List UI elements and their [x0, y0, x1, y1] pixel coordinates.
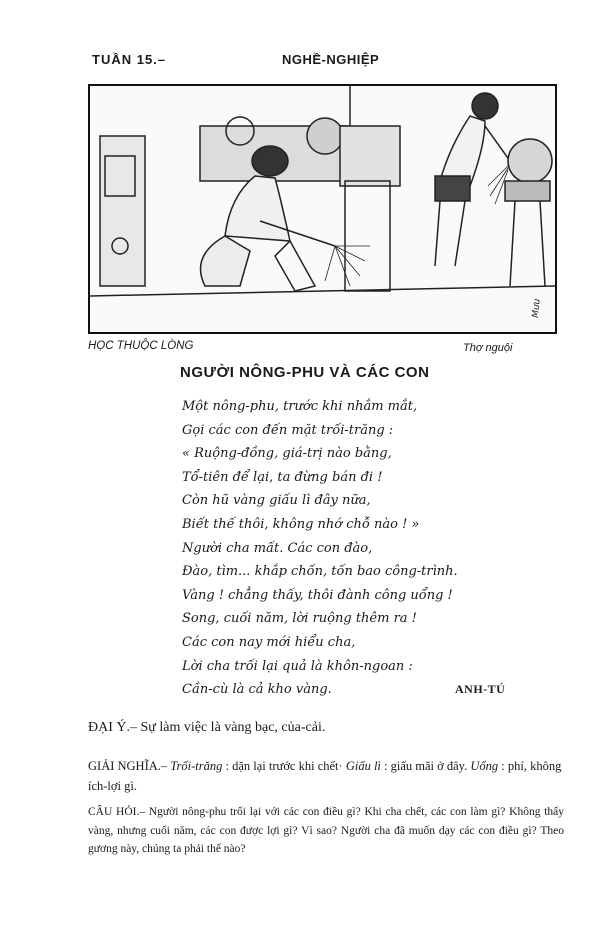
poem-line: « Ruộng-đồng, giá-trị nào bằng,: [182, 446, 392, 462]
glossary: [88, 756, 564, 796]
poem-line: Vàng ! chẳng thấy, thôi đành công uổng !: [182, 587, 453, 603]
poem-line: Gọi các con đến mặt trối-trăng :: [182, 422, 394, 438]
poem-line: Tổ-tiên để lại, ta đừng bán đi !: [182, 469, 383, 485]
illustration-signature: Mưu: [531, 298, 543, 319]
week-label: TUẦN 15.–: [92, 52, 167, 67]
main-idea: [88, 720, 325, 736]
poem-title: NGƯỜI NÔNG-PHU VÀ CÁC CON: [180, 364, 430, 381]
glossary-definition: : phí, không ích-lợi gì.: [88, 759, 562, 793]
poem-body: [182, 395, 458, 702]
workshop-drawing: [90, 86, 555, 332]
glossary-term: Trối-trăng: [170, 759, 223, 773]
glossary-definition: : giấu mãi ở đây.: [384, 759, 468, 773]
questions-text: Người nông-phu trối lại với các con điều gì? Khi cha chết, các con làm gì? Không thấy vàng, nhưng cuối năm, các con được lợi gì? Vì sao? Người cha đã muốn dạy các con điều gì? Theo gương này, chúng ta phải thế nào?: [88, 806, 564, 855]
glossary-label: GIẢI NGHĨA.–: [88, 759, 168, 773]
glossary-term: Uổng: [470, 759, 499, 773]
glossary-definition: : dặn lại trước khi chết·: [225, 759, 343, 773]
poem-line: Một nông-phu, trước khi nhắm mắt,: [182, 399, 418, 414]
poem-line: Đào, tìm... khắp chốn, tốn bao công-trình.: [182, 564, 458, 580]
poem-line: Còn hũ vàng giấu lì đây nữa,: [182, 493, 371, 509]
questions-label: CÂU HỎI.–: [88, 806, 146, 818]
glossary-term: Giấu lì: [345, 759, 381, 773]
poem-line: Cần-cù là cả kho vàng.: [182, 682, 332, 698]
questions: [88, 803, 564, 859]
poem-line: Lời cha trối lại quả là khôn-ngoan :: [182, 658, 413, 674]
poem-line: Biết thế thôi, không nhớ chỗ nào ! »: [182, 516, 420, 532]
main-idea-label: ĐẠI Ý.–: [88, 720, 137, 735]
poem-line: Song, cuối năm, lời ruộng thêm ra !: [182, 611, 417, 627]
workshop-illustration: [88, 84, 557, 334]
main-idea-text: Sự làm việc là vàng bạc, của-cải.: [140, 720, 326, 735]
caption-learn-by-heart: HỌC THUỘC LÒNG: [88, 340, 194, 352]
poem-line: Người cha mất. Các con đào,: [182, 540, 373, 556]
caption-illustration: Thợ nguội: [463, 342, 513, 354]
poem-line: Các con nay mới hiểu cha,: [182, 634, 356, 650]
poem-author: ANH-TÚ: [455, 682, 506, 696]
chapter-title: NGHỀ-NGHIỆP: [282, 52, 380, 67]
